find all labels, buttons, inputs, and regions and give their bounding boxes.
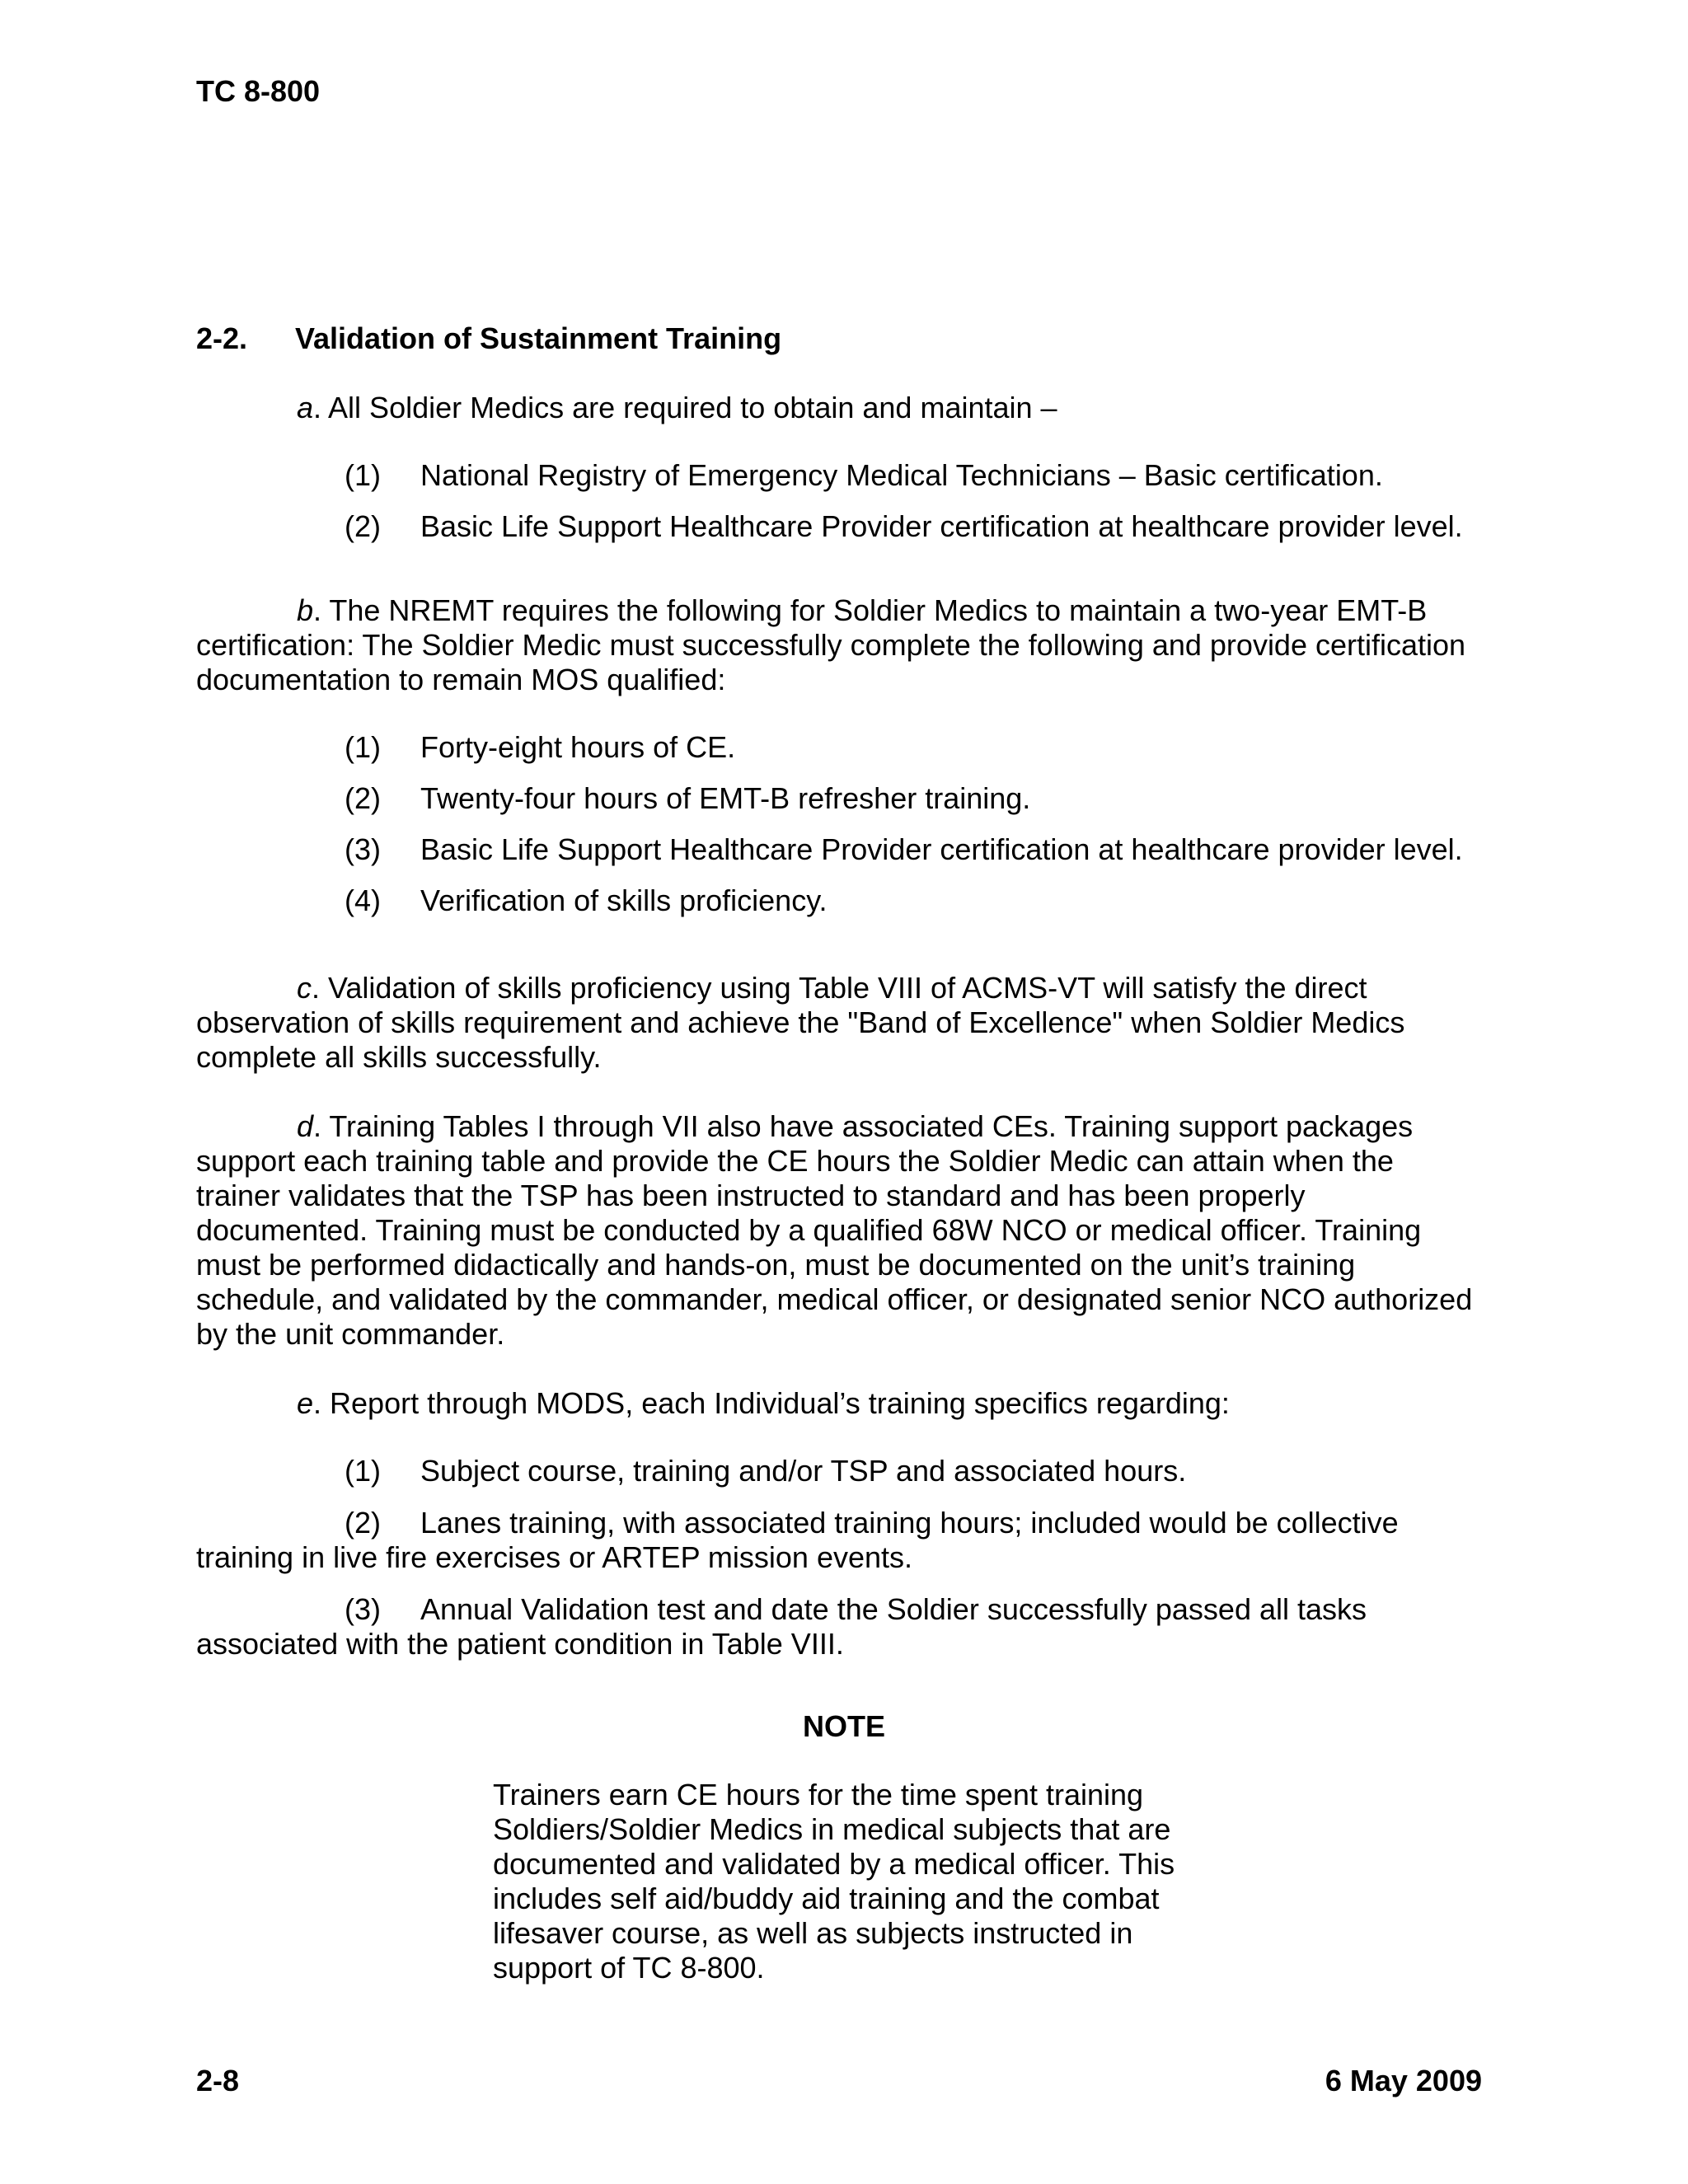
paragraph-d-letter: d: [297, 1109, 314, 1143]
list-item-b1: (1) Forty-eight hours of CE.: [345, 730, 736, 764]
paragraph-d-text: . Training Tables I through VII also have associated CEs. Training support packages support each training table and provide the CE hours the Soldier Medic can attain when the trainer validates that the TSP has been instructed to standard and has been properly documented. Training must be conducted by a qualified 68W NCO or medical officer. Training must be performed didactically and hands-on, must be documented on the unit’s training schedule, and validated by the commander, medical officer, or designated senior NCO authorized by the unit commander.: [196, 1109, 1473, 1351]
paragraph-e-letter: e: [297, 1386, 314, 1420]
paragraph-c-letter: c: [297, 971, 312, 1005]
section-heading: [196, 321, 781, 356]
paragraph-b: [196, 593, 1482, 697]
header-doc-id: TC 8-800: [196, 74, 321, 108]
footer-date: 6 May 2009: [1325, 2064, 1482, 2097]
paragraph-c: [196, 971, 1482, 1075]
note-body: Trainers earn CE hours for the time spent training Soldiers/Soldier Medics in medical subjects that are documented and validated by a medical officer. This includes self aid/buddy aid training and the combat lifesaver course, as well as subjects instructed in support of TC 8-800.: [493, 1778, 1175, 1985]
list-item-a1: (1) National Registry of Emergency Medical Technicians – Basic certification.: [345, 458, 1383, 492]
list-item-e2: (2) Lanes training, with associated training hours; included would be collective training in live fire exercises or ARTEP mission events.: [196, 1506, 1399, 1574]
paragraph-e-text: . Report through MODS, each Individual’s training specifics regarding:: [313, 1386, 1230, 1420]
list-item-e3: (3) Annual Validation test and date the Soldier successfully passed all tasks associated with the patient condition in Table VIII.: [196, 1592, 1367, 1661]
section-title: Validation of Sustainment Training: [295, 321, 782, 355]
list-item-b3: (3) Basic Life Support Healthcare Provider certification at healthcare provider level.: [345, 832, 1463, 866]
list-item-e1: (1) Subject course, training and/or TSP and associated hours.: [345, 1454, 1187, 1488]
footer-page-number: 2-8: [196, 2064, 240, 2097]
paragraph-d: [196, 1109, 1482, 1352]
paragraph-b-text: . The NREMT requires the following for Soldier Medics to maintain a two-year EMT-B certification: The Soldier Medic must successfully complete the following and provide certification documentation to remain MOS qualified:: [196, 593, 1466, 696]
paragraph-b-letter: b: [297, 593, 314, 627]
paragraph-a: [196, 391, 1482, 425]
section-number: 2-2.: [196, 321, 248, 355]
list-item-a2: (2) Basic Life Support Healthcare Provider certification at healthcare provider level.: [345, 509, 1463, 543]
note-title: NOTE: [802, 1709, 885, 1743]
paragraph-a-letter: a: [297, 391, 314, 424]
list-item-b2: (2) Twenty-four hours of EMT-B refresher training.: [345, 781, 1031, 815]
list-item-b4: (4) Verification of skills proficiency.: [345, 883, 828, 917]
paragraph-a-text: . All Soldier Medics are required to obtain and maintain –: [313, 391, 1057, 424]
paragraph-c-text: . Validation of skills proficiency using Table VIII of ACMS-VT will satisfy the direct observation of skills requirement and achieve the "Band of Excellence" when Soldier Medics complete all skills successfully.: [196, 971, 1405, 1074]
paragraph-e: [196, 1386, 1482, 1421]
